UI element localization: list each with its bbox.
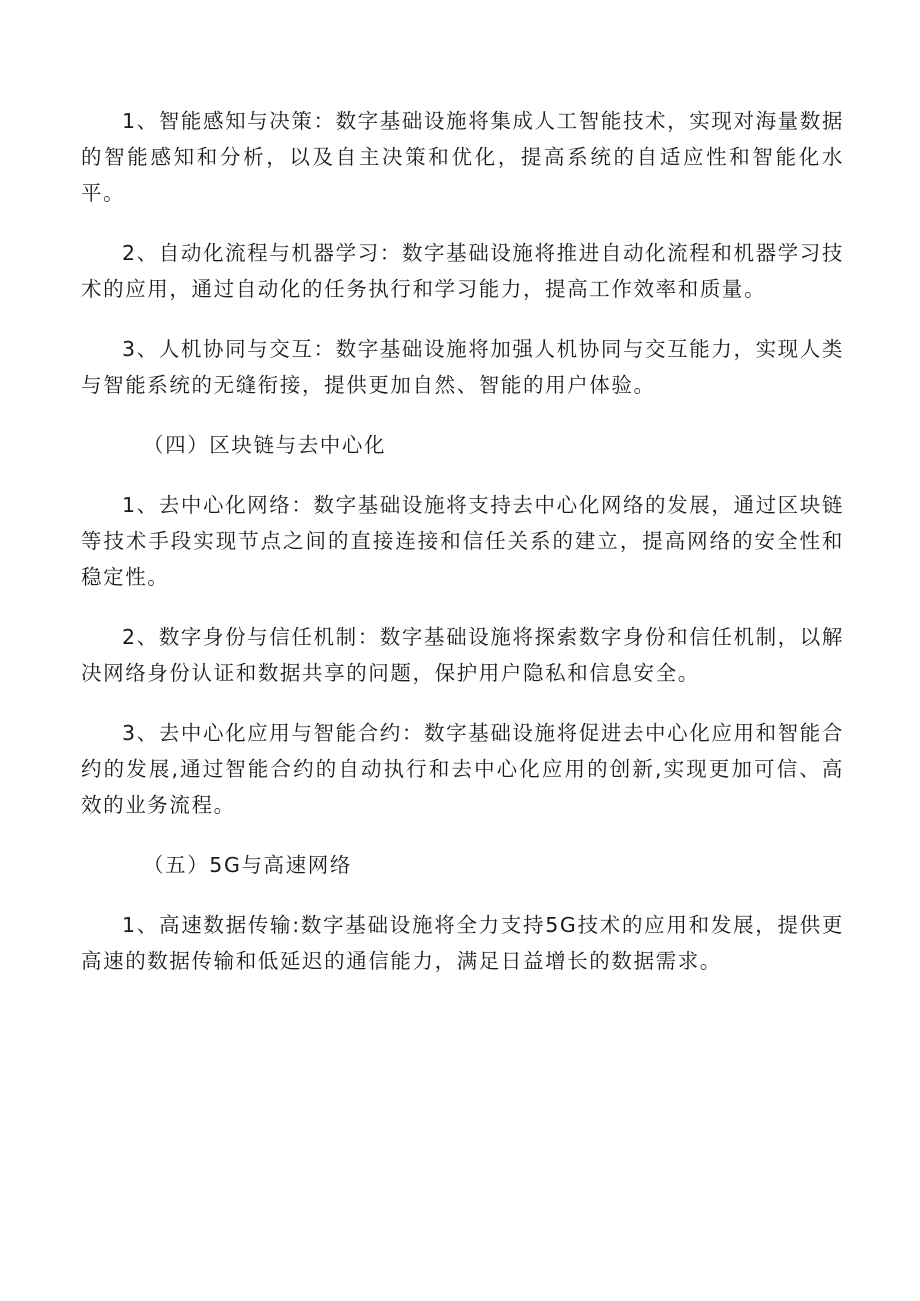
paragraph-smart-contracts: 3、去中心化应用与智能合约：数字基础设施将促进去中心化应用和智能合约的发展,通过智能合约的自动执行和去中心化应用的创新,实现更加可信、高效的业务流程。 — [81, 721, 844, 817]
document-page — [81, 103, 844, 1003]
paragraph-decentralized-network: 1、去中心化网络：数字基础设施将支持去中心化网络的发展，通过区块链等技术手段实现节点之间的直接连接和信任关系的建立，提高网络的安全性和稳定性。 — [81, 493, 844, 589]
paragraph-ai-perception: 1、智能感知与决策：数字基础设施将集成人工智能技术，实现对海量数据的智能感知和分析，以及自主决策和优化，提高系统的自适应性和智能化水平。 — [81, 109, 844, 205]
paragraph-human-machine: 3、人机协同与交互：数字基础设施将加强人机协同与交互能力，实现人类与智能系统的无缝衔接，提供更加自然、智能的用户体验。 — [81, 337, 844, 397]
section-heading-5g: （五）5G与高速网络 — [143, 853, 352, 877]
section-heading-blockchain: （四）区块链与去中心化 — [143, 433, 387, 457]
paragraph-automation-ml: 2、自动化流程与机器学习：数字基础设施将推进自动化流程和机器学习技术的应用，通过自动化的任务执行和学习能力，提高工作效率和质量。 — [81, 241, 844, 301]
paragraph-high-speed-data: 1、高速数据传输:数字基础设施将全力支持5G技术的应用和发展，提供更高速的数据传输和低延迟的通信能力，满足日益增长的数据需求。 — [81, 913, 844, 973]
paragraph-digital-identity: 2、数字身份与信任机制：数字基础设施将探索数字身份和信任机制，以解决网络身份认证和数据共享的问题，保护用户隐私和信息安全。 — [81, 625, 844, 685]
